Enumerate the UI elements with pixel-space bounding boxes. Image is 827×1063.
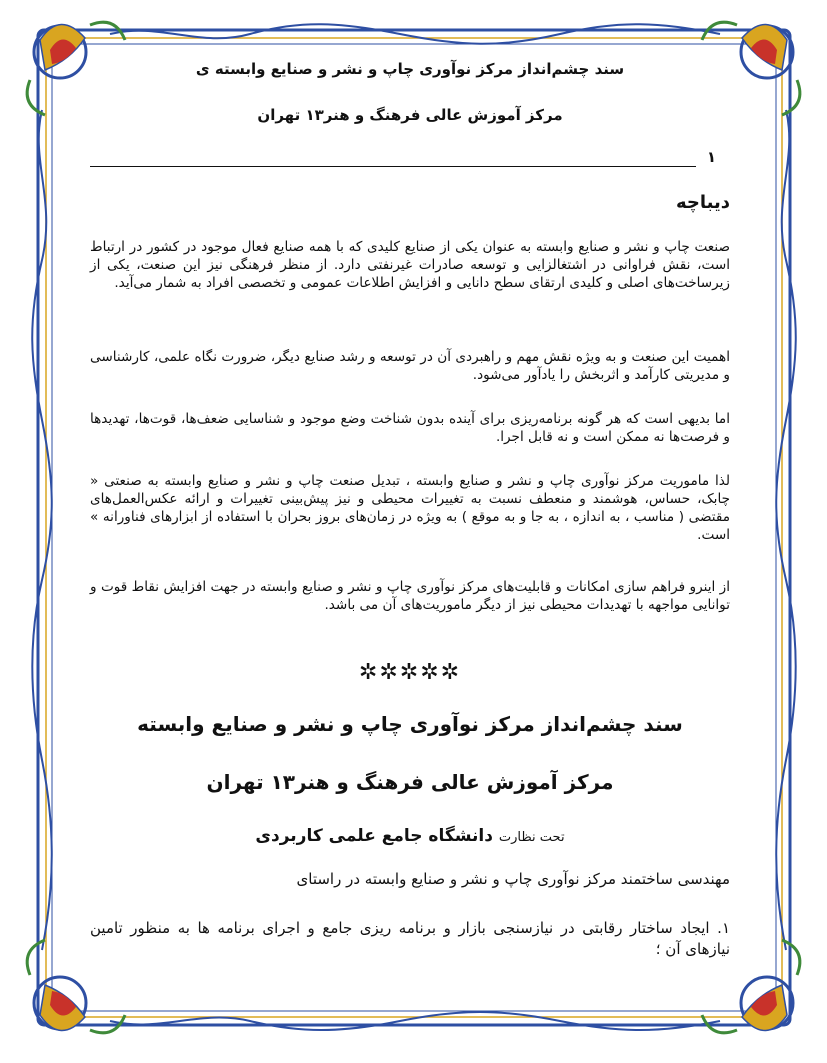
paragraph-1: صنعت چاپ و نشر و صنایع وابسته به عنوان یکی از صنایع کلیدی که با همه صنایع فعال موجود در کشور در ارتباط است، نقش فراوانی در اشتغالزایی و توسعه صادرات غیرنفتی دارد. از منظر فرهنگی نیز این صنعت، یکی از زیرساخت‌های اصلی و کلیدی ارتقای سطح دانایی و افزایش اطلاعات عمومی و تخصصی افراد به شمار می‌آید. <box>90 239 730 291</box>
section-divider-line <box>90 166 696 167</box>
paragraph-5: از اینرو فراهم سازی امکانات و قابلیت‌های مرکز نوآوری چاپ و نشر و صنایع وابسته در جهت افزایش نقاط قوت و توانایی مواجهه با تهدیدات محیطی نیز از دیگر ماموریت‌های آن می باشد. <box>90 579 730 613</box>
section-title: دیباچه <box>676 192 730 213</box>
vision-title-line2: مرکز آموزش عالی فرهنگ و هنر۱۳ تهران <box>206 770 614 794</box>
vision-title-line1: سند چشم‌انداز مرکز نوآوری چاپ و نشر و صنایع وابسته <box>137 712 683 736</box>
header-title-line2: مرکز آموزش عالی فرهنگ و هنر۱۳ تهران <box>257 106 563 124</box>
university-name: دانشگاه جامع علمی کاربردی <box>255 826 499 846</box>
paragraph-4: لذا ماموریت مرکز نوآوری چاپ و نشر و صنایع وابسته ، تبدیل صنعت چاپ و نشر و صنایع وابسته به صنعتی « چابک، حساس، هوشمند و منعطف نسبت به تغییرات محیطی و نیز پیش‌بینی تغییرات و ارائه عکس‌العمل‌های مقتضی ( مناسب ، به اندازه ، به جا و به موقع ) به ویژه در زمان‌های بروز بحران با استفاده از ابزارهای فناورانه » است. <box>90 473 730 543</box>
intro-sentence: مهندسی ساختمند مرکز نوآوری چاپ و نشر و صنایع وابسته در راستای <box>296 870 730 888</box>
vision-title-line3 <box>90 826 730 846</box>
supervision-prefix: تحت نظارت <box>498 830 565 845</box>
section-rule <box>90 146 730 172</box>
paragraph-3: اما بدیهی است که هر گونه برنامه‌ریزی برای آینده بدون شناخت وضع موجود و شناسایی ضعف‌ها، قوت‌ها، تهدیدها و فرصت‌ها نه ممکن است و نه قابل اجرا. <box>90 411 730 445</box>
header-title-line1: سند چشم‌انداز مرکز نوآوری چاپ و نشر و صنایع وابسته ی <box>195 60 625 78</box>
star-divider: ✲✲✲✲✲ <box>358 660 462 685</box>
list-item: ۱. ایجاد ساختار رقابتی در نیازسنجی بازار و برنامه ریزی جامع و اجرای برنامه ها به منظور تامین نیازهای آن ؛ <box>90 919 730 958</box>
paragraph-2: اهمیت این صنعت و به ویژه نقش مهم و راهبردی آن در توسعه و رشد صنایع دیگر، ضرورت نگاه علمی، کارشناسی و مدیریتی کارآمد و اثربخش را یادآور می‌شود. <box>90 349 730 383</box>
section-number: ۱ <box>706 148 716 166</box>
